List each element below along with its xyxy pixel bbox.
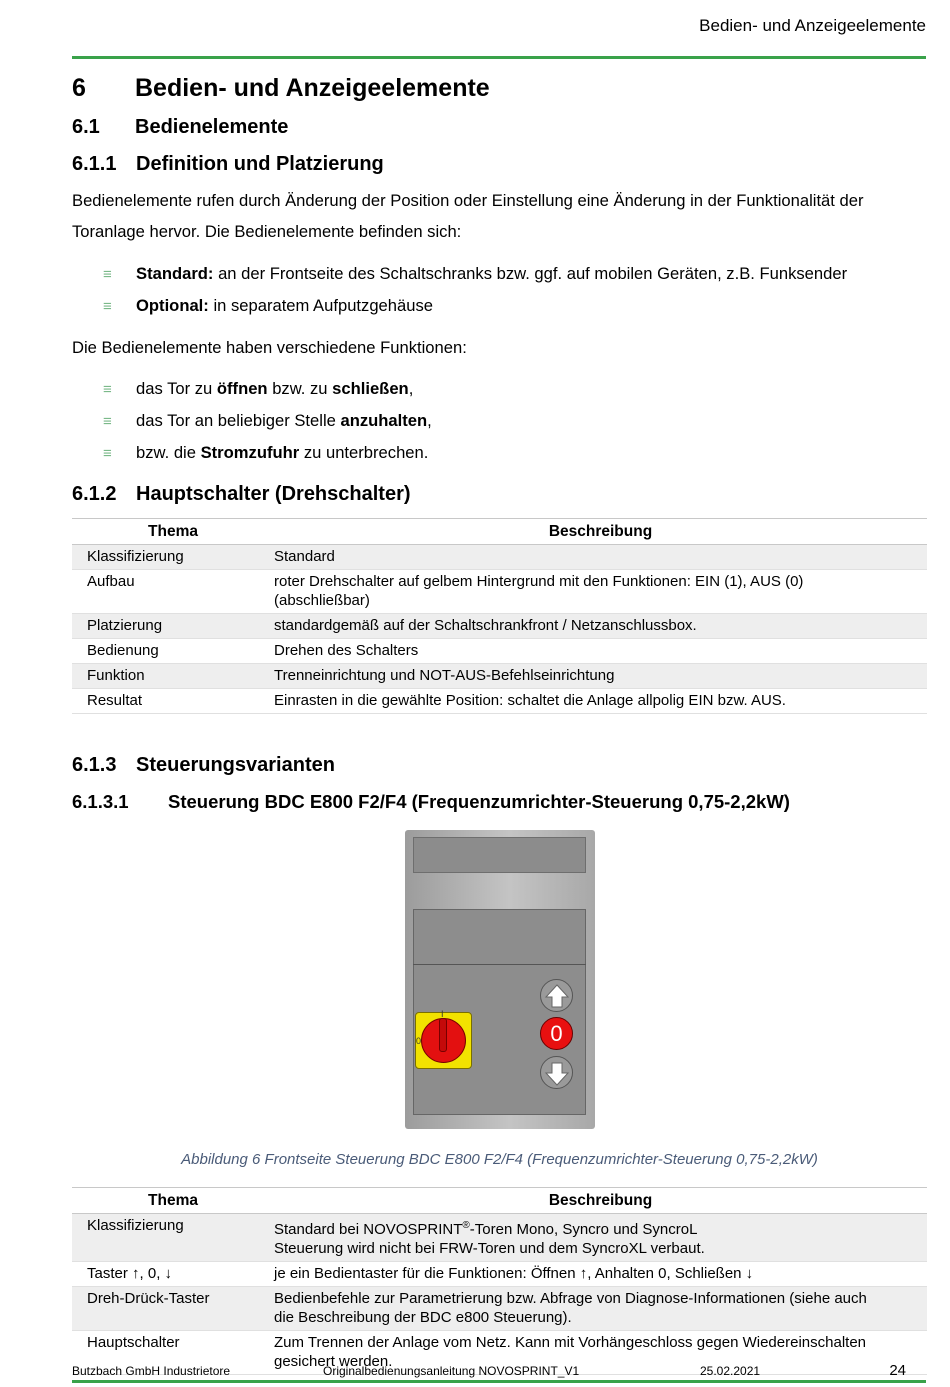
switch-label-off: 0 xyxy=(416,1036,422,1046)
column-header-description: Beschreibung xyxy=(274,519,927,545)
main-switch-table xyxy=(72,518,927,714)
table-row: Bedienung Drehen des Schalters xyxy=(72,639,927,664)
arrow-down-icon xyxy=(541,1057,574,1090)
stop-label: 0 xyxy=(550,1021,563,1046)
running-title: Bedien- und Anzeigeelemente xyxy=(699,16,926,35)
list-item: ≡ bzw. die Stromzufuhr zu unterbrechen. xyxy=(72,441,932,473)
table-row: Resultat Einrasten in die gewählte Position: schaltet die Anlage allpolig EIN bzw. AUS. xyxy=(72,689,927,714)
chapter-title: Bedien- und Anzeigeelemente xyxy=(135,74,490,102)
table-header-row xyxy=(72,519,927,545)
chapter-number: 6 xyxy=(72,74,86,102)
bullet-icon: ≡ xyxy=(103,413,112,430)
intro-paragraph: Bedienelemente rufen durch Änderung der Position oder Einstellung eine Änderung in der Funktionalität der Toranlage hervor. Die Bedienelemente befinden sich: xyxy=(72,191,864,241)
subsection-number: 6.1.1 xyxy=(72,153,117,175)
subsection-title: Steuerungsvarianten xyxy=(136,754,335,776)
column-header-topic: Thema xyxy=(72,1188,274,1214)
table-row: Aufbau roter Drehschalter auf gelbem Hintergrund mit den Funktionen: EIN (1), AUS (0) (abschließbar) xyxy=(72,570,927,614)
footer-document: Originalbedienungsanleitung NOVOSPRINT_V1 xyxy=(323,1364,580,1378)
table-row: Klassifizierung Standard xyxy=(72,545,927,570)
chapter-heading xyxy=(72,74,490,103)
display-window xyxy=(413,837,586,873)
arrow-up-icon xyxy=(541,980,574,1013)
open-button xyxy=(540,979,573,1012)
switch-label-on: I xyxy=(441,1009,444,1019)
column-header-topic: Thema xyxy=(72,519,274,545)
table-header-row xyxy=(72,1188,927,1214)
subsection-number: 6.1.3 xyxy=(72,754,117,776)
footer-rule xyxy=(72,1380,926,1383)
list-item: ≡ das Tor an beliebiger Stelle anzuhalten, xyxy=(72,409,932,441)
subsection-heading-613 xyxy=(72,754,335,777)
function-list xyxy=(72,377,932,473)
table-row: Taster ↑, 0, ↓ je ein Bedientaster für die Funktionen: Öffnen ↑, Anhalten 0, Schließen ↓ xyxy=(72,1262,927,1287)
section-title: Bedienelemente xyxy=(135,116,289,138)
main-switch-handle xyxy=(439,1018,447,1052)
subsubsection-number: 6.1.3.1 xyxy=(72,791,129,812)
table-row: Platzierung standardgemäß auf der Schaltschrankfront / Netzanschlussbox. xyxy=(72,614,927,639)
bullet-icon: ≡ xyxy=(103,445,112,462)
panel-divider xyxy=(413,964,586,965)
subsubsection-heading-6131 xyxy=(72,791,790,813)
list-item: ≡ Standard: an der Frontseite des Schaltschranks bzw. ggf. auf mobilen Geräten, z.B. Funksender xyxy=(72,262,932,294)
functions-intro: Die Bedienelemente haben verschiedene Funktionen: xyxy=(72,338,467,357)
footer-date: 25.02.2021 xyxy=(700,1364,761,1378)
table-row: Hauptschalter Zum Trennen der Anlage vom Netz. Kann mit Vorhängeschloss gegen Wiedereinschalten gesichert werden. xyxy=(72,1331,927,1375)
table-row: Funktion Trenneinrichtung und NOT-AUS-Befehlseinrichtung xyxy=(72,664,927,689)
footer-company: Butzbach GmbH Industrietore xyxy=(72,1364,231,1378)
close-button xyxy=(540,1056,573,1089)
table-row: Klassifizierung Standard bei NOVOSPRINT®-Toren Mono, Syncro und SyncroL Steuerung wird nicht bei FRW-Toren und dem SyncroXL verbaut. xyxy=(72,1214,927,1262)
bullet-icon: ≡ xyxy=(103,298,112,315)
subsection-heading-611 xyxy=(72,153,384,176)
location-list xyxy=(72,262,932,326)
table-row: Dreh-Drück-Taster Bedienbefehle zur Parametrierung bzw. Abfrage von Diagnose-Informationen (siehe auch die Beschreibung der BDC e800 Steuerung). xyxy=(72,1287,927,1331)
section-heading xyxy=(72,116,288,139)
subsection-heading-612 xyxy=(72,483,411,506)
list-item: ≡ Optional: in separatem Aufputzgehäuse xyxy=(72,294,932,326)
subsection-title: Hauptschalter (Drehschalter) xyxy=(136,483,411,505)
bullet-icon: ≡ xyxy=(103,266,112,283)
section-number: 6.1 xyxy=(72,116,100,138)
subsubsection-title: Steuerung BDC E800 F2/F4 (Frequenzumrichter-Steuerung 0,75-2,2kW) xyxy=(168,791,790,812)
column-header-description: Beschreibung xyxy=(274,1188,927,1214)
control-variant-table xyxy=(72,1187,927,1375)
subsection-number: 6.1.2 xyxy=(72,483,117,505)
bullet-icon: ≡ xyxy=(103,381,112,398)
subsection-title: Definition und Platzierung xyxy=(136,153,384,175)
list-item: ≡ das Tor zu öffnen bzw. zu schließen, xyxy=(72,377,932,409)
page-number: 24 xyxy=(889,1362,906,1379)
header-rule xyxy=(72,56,926,59)
figure-caption: Abbildung 6 Frontseite Steuerung BDC E800 F2/F4 (Frequenzumrichter-Steuerung 0,75-2,2kW) xyxy=(181,1151,818,1168)
